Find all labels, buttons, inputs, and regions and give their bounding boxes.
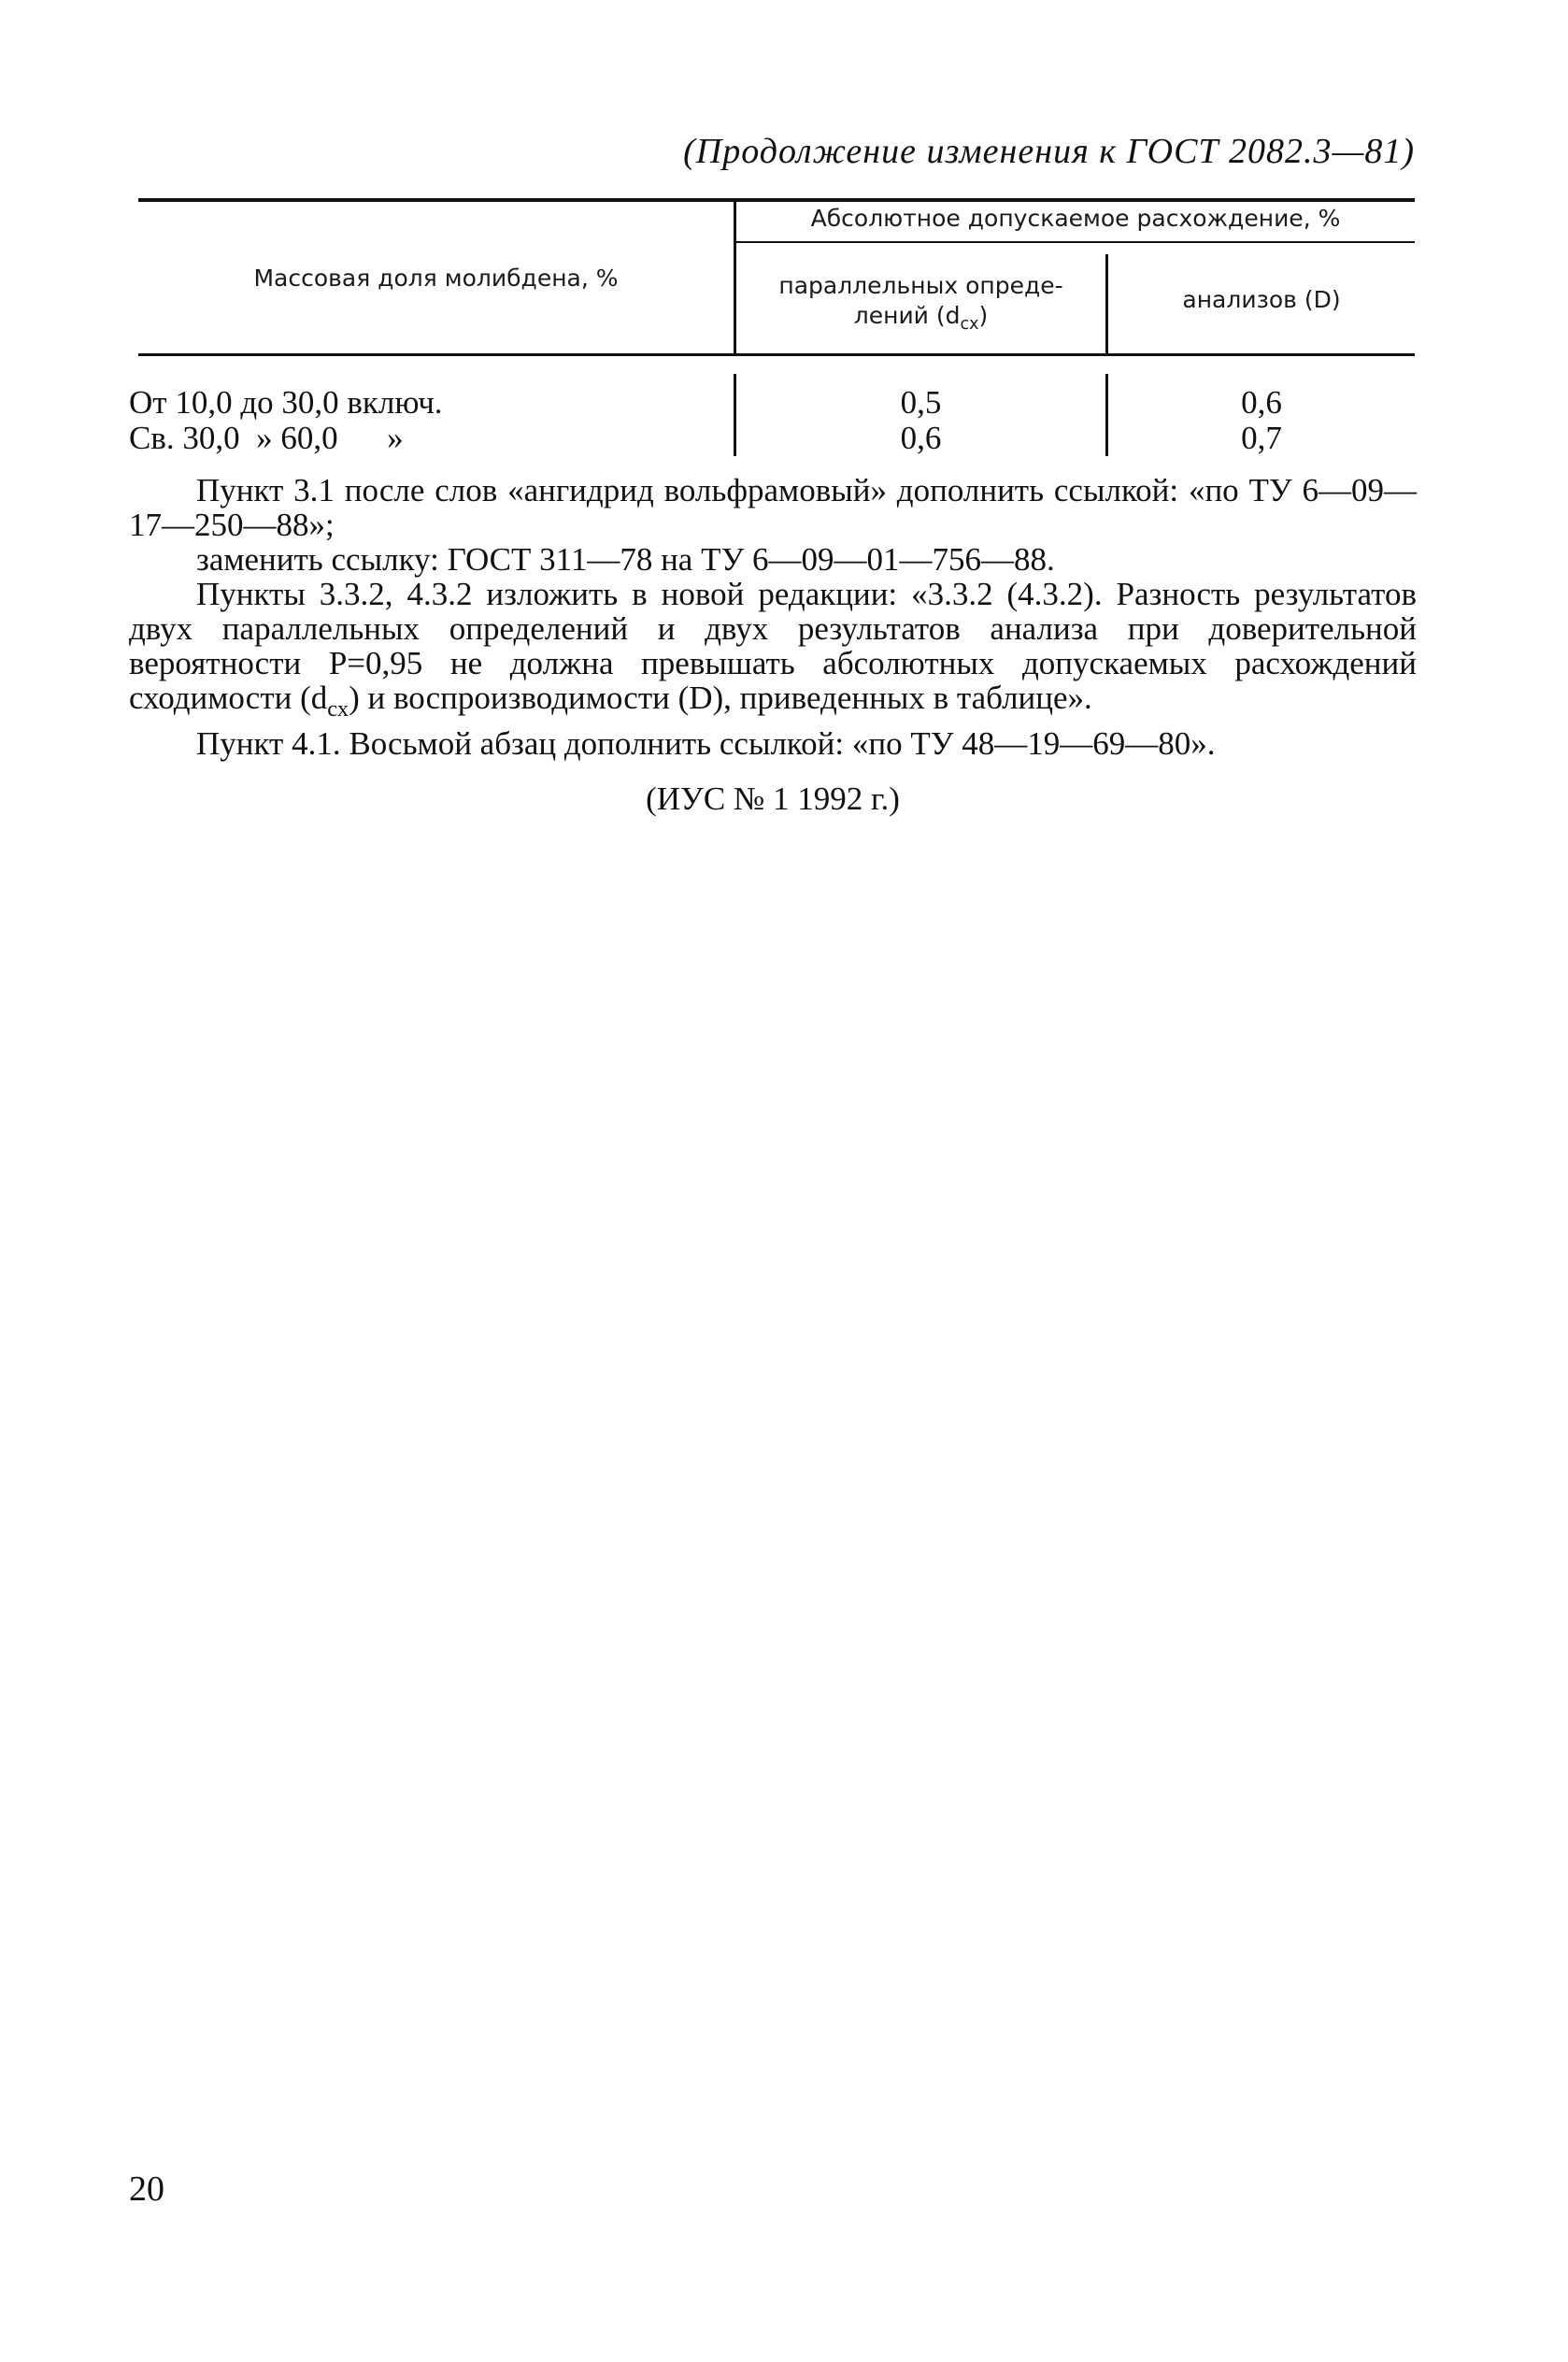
table-header-bottom-rule [138, 353, 1415, 356]
col-parallel-header-line2: лений $(d_{сх})$ [853, 302, 989, 334]
paragraph-3-1: Пункт 3.1 после слов «ангидрид вольфрамовый» дополнить ссылкой: «по ТУ 6—09—17—250—88»; [129, 472, 1417, 543]
amendment-text [129, 473, 1417, 761]
row-2-analyses: 0,7 [1241, 420, 1282, 456]
row-1-label: От 10,0 до 30,0 включ. [129, 384, 443, 421]
table-group-rule [735, 241, 1415, 243]
row-2-label: Св. 30,0 » 60,0 » [129, 420, 404, 456]
paragraph-replace-ref: заменить ссылку: ГОСТ 311—78 на ТУ 6—09—01—756—88. [196, 541, 1055, 578]
col-analyses-header: анализов (D) [1182, 286, 1341, 313]
continuation-header: (Продолжение изменения к ГОСТ 2082.3—81) [683, 132, 1415, 171]
col-group-header: Абсолютное допускаемое расхождение, % [810, 205, 1341, 232]
page-number: 20 [129, 2169, 164, 2209]
col-parallel-header-line1: параллельных опреде- [778, 272, 1063, 299]
row-1-parallel: 0,5 [900, 384, 942, 421]
ius-reference: (ИУС № 1 1992 г.) [646, 780, 900, 817]
table-top-rule [138, 198, 1415, 202]
row-2-parallel: 0,6 [900, 420, 942, 456]
paragraph-4-1: Пункт 4.1. Восьмой абзац дополнить ссылкой: «по ТУ 48—19—69—80». [196, 725, 1216, 762]
paragraph-3-3-2: Пункты 3.3.2, 4.3.2 изложить в новой редакции: «3.3.2 (4.3.2). Разность результатов двух параллельных определений и двух результатов анализа при доверительной вероятности P=0,95 не должна превышать абсолютных допускаемых расхождений сходимости $(d_{сх})$ и воспроизводимости (D), приведенных в таблице». [129, 576, 1417, 722]
row-1-analyses: 0,6 [1241, 384, 1282, 421]
col-molybdenum-header: Массовая доля молибдена, % [253, 265, 619, 292]
col-parallel-header [736, 271, 1105, 339]
